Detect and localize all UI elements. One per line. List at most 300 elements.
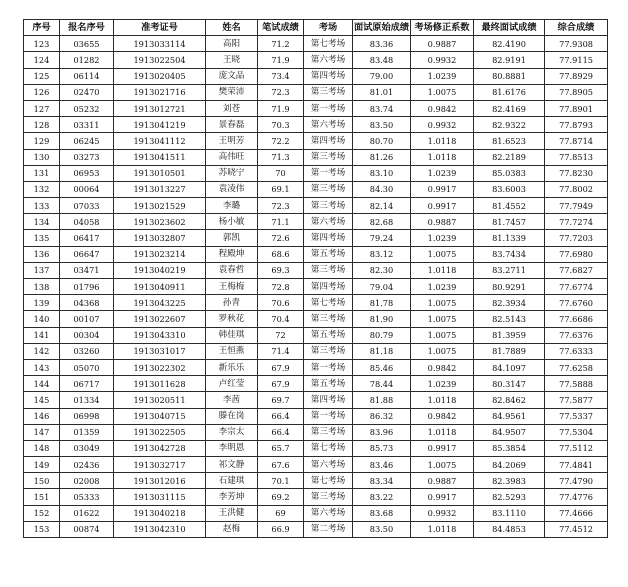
registration-number-cell: 06114 <box>60 68 114 84</box>
admission-ticket-cell: 1913020511 <box>114 392 206 408</box>
table-body <box>24 36 608 538</box>
correction-factor-cell: 0.9887 <box>411 214 474 230</box>
composite-score-cell: 77.9115 <box>545 52 608 68</box>
final-interview-score-cell: 80.3147 <box>474 376 545 392</box>
name-cell: 袁凌伟 <box>206 181 258 197</box>
registration-number-cell: 03273 <box>60 149 114 165</box>
final-interview-score-cell: 80.8881 <box>474 68 545 84</box>
composite-score-cell: 77.6686 <box>545 311 608 327</box>
exam-room-cell: 第七考场 <box>304 36 353 52</box>
name-cell: 王晓 <box>206 52 258 68</box>
final-interview-score-cell: 81.7889 <box>474 343 545 359</box>
interview-raw-score-cell: 82.30 <box>353 262 411 278</box>
name-cell: 高伟旺 <box>206 149 258 165</box>
correction-factor-cell: 1.0239 <box>411 165 474 181</box>
admission-ticket-cell: 1913041112 <box>114 133 206 149</box>
table-row <box>24 246 608 262</box>
written-score-cell: 71.4 <box>258 343 304 359</box>
header-cell: 综合成绩 <box>545 20 608 36</box>
name-cell: 苏晓宁 <box>206 165 258 181</box>
registration-number-cell: 06245 <box>60 133 114 149</box>
composite-score-cell: 77.5877 <box>545 392 608 408</box>
name-cell: 孙青 <box>206 295 258 311</box>
final-interview-score-cell: 82.9191 <box>474 52 545 68</box>
registration-number-cell: 00304 <box>60 327 114 343</box>
table-row <box>24 133 608 149</box>
final-interview-score-cell: 84.9507 <box>474 424 545 440</box>
serial-cell: 131 <box>24 165 60 181</box>
registration-number-cell: 04368 <box>60 295 114 311</box>
registration-number-cell: 00064 <box>60 181 114 197</box>
interview-raw-score-cell: 83.46 <box>353 457 411 473</box>
composite-score-cell: 77.6376 <box>545 327 608 343</box>
admission-ticket-cell: 1913031017 <box>114 343 206 359</box>
table-row <box>24 181 608 197</box>
correction-factor-cell: 0.9932 <box>411 52 474 68</box>
written-score-cell: 69.7 <box>258 392 304 408</box>
table-row <box>24 68 608 84</box>
exam-room-cell: 第五考场 <box>304 376 353 392</box>
final-interview-score-cell: 82.8462 <box>474 392 545 408</box>
table-row <box>24 100 608 116</box>
interview-raw-score-cell: 83.22 <box>353 489 411 505</box>
header-cell: 笔试成绩 <box>258 20 304 36</box>
interview-raw-score-cell: 81.01 <box>353 84 411 100</box>
admission-ticket-cell: 1913032717 <box>114 457 206 473</box>
interview-raw-score-cell: 79.00 <box>353 68 411 84</box>
final-interview-score-cell: 81.7457 <box>474 214 545 230</box>
name-cell: 李芳坤 <box>206 489 258 505</box>
registration-number-cell: 05333 <box>60 489 114 505</box>
name-cell: 卢红莹 <box>206 376 258 392</box>
interview-raw-score-cell: 83.36 <box>353 36 411 52</box>
table-row <box>24 392 608 408</box>
registration-number-cell: 07033 <box>60 198 114 214</box>
written-score-cell: 70 <box>258 165 304 181</box>
correction-factor-cell: 0.9932 <box>411 117 474 133</box>
exam-room-cell: 第四考场 <box>304 68 353 84</box>
table-row <box>24 521 608 537</box>
correction-factor-cell: 1.0118 <box>411 392 474 408</box>
registration-number-cell: 03655 <box>60 36 114 52</box>
exam-room-cell: 第六考场 <box>304 52 353 68</box>
admission-ticket-cell: 1913022504 <box>114 52 206 68</box>
correction-factor-cell: 1.0075 <box>411 457 474 473</box>
written-score-cell: 71.1 <box>258 214 304 230</box>
written-score-cell: 72.3 <box>258 198 304 214</box>
registration-number-cell: 01334 <box>60 392 114 408</box>
registration-number-cell: 00107 <box>60 311 114 327</box>
composite-score-cell: 77.5888 <box>545 376 608 392</box>
table-row <box>24 295 608 311</box>
composite-score-cell: 77.4790 <box>545 473 608 489</box>
exam-room-cell: 第七考场 <box>304 440 353 456</box>
table-row <box>24 327 608 343</box>
exam-room-cell: 第四考场 <box>304 133 353 149</box>
final-interview-score-cell: 82.4169 <box>474 100 545 116</box>
exam-room-cell: 第六考场 <box>304 214 353 230</box>
written-score-cell: 72.3 <box>258 84 304 100</box>
serial-cell: 137 <box>24 262 60 278</box>
composite-score-cell: 77.5304 <box>545 424 608 440</box>
correction-factor-cell: 1.0118 <box>411 133 474 149</box>
interview-raw-score-cell: 83.12 <box>353 246 411 262</box>
name-cell: 韩佳琪 <box>206 327 258 343</box>
exam-room-cell: 第七考场 <box>304 473 353 489</box>
written-score-cell: 70.1 <box>258 473 304 489</box>
correction-factor-cell: 0.9917 <box>411 181 474 197</box>
admission-ticket-cell: 1913040219 <box>114 262 206 278</box>
exam-room-cell: 第三考场 <box>304 181 353 197</box>
final-interview-score-cell: 83.7434 <box>474 246 545 262</box>
name-cell: 杨小敏 <box>206 214 258 230</box>
written-score-cell: 67.6 <box>258 457 304 473</box>
admission-ticket-cell: 1913040218 <box>114 505 206 521</box>
interview-raw-score-cell: 78.44 <box>353 376 411 392</box>
admission-ticket-cell: 1913010501 <box>114 165 206 181</box>
correction-factor-cell: 0.9887 <box>411 36 474 52</box>
composite-score-cell: 77.6760 <box>545 295 608 311</box>
composite-score-cell: 77.6774 <box>545 279 608 295</box>
written-score-cell: 65.7 <box>258 440 304 456</box>
serial-cell: 128 <box>24 117 60 133</box>
correction-factor-cell: 1.0118 <box>411 149 474 165</box>
interview-raw-score-cell: 79.04 <box>353 279 411 295</box>
interview-raw-score-cell: 82.68 <box>353 214 411 230</box>
composite-score-cell: 77.4776 <box>545 489 608 505</box>
composite-score-cell: 77.5337 <box>545 408 608 424</box>
final-interview-score-cell: 84.9561 <box>474 408 545 424</box>
written-score-cell: 67.9 <box>258 359 304 375</box>
interview-raw-score-cell: 85.73 <box>353 440 411 456</box>
composite-score-cell: 77.6333 <box>545 343 608 359</box>
correction-factor-cell: 1.0075 <box>411 327 474 343</box>
written-score-cell: 69 <box>258 505 304 521</box>
final-interview-score-cell: 82.5293 <box>474 489 545 505</box>
interview-raw-score-cell: 83.48 <box>353 52 411 68</box>
registration-number-cell: 06998 <box>60 408 114 424</box>
written-score-cell: 71.3 <box>258 149 304 165</box>
name-cell: 罗秋花 <box>206 311 258 327</box>
final-interview-score-cell: 84.2069 <box>474 457 545 473</box>
registration-number-cell: 03471 <box>60 262 114 278</box>
composite-score-cell: 77.8714 <box>545 133 608 149</box>
registration-number-cell: 05232 <box>60 100 114 116</box>
final-interview-score-cell: 81.1339 <box>474 230 545 246</box>
written-score-cell: 72.6 <box>258 230 304 246</box>
final-interview-score-cell: 83.1110 <box>474 505 545 521</box>
written-score-cell: 70.3 <box>258 117 304 133</box>
interview-raw-score-cell: 84.30 <box>353 181 411 197</box>
admission-ticket-cell: 1913023214 <box>114 246 206 262</box>
serial-cell: 153 <box>24 521 60 537</box>
exam-room-cell: 第一考场 <box>304 165 353 181</box>
exam-room-cell: 第三考场 <box>304 149 353 165</box>
exam-room-cell: 第三考场 <box>304 198 353 214</box>
serial-cell: 146 <box>24 408 60 424</box>
admission-ticket-cell: 1913022607 <box>114 311 206 327</box>
written-score-cell: 67.9 <box>258 376 304 392</box>
composite-score-cell: 77.8513 <box>545 149 608 165</box>
final-interview-score-cell: 82.3934 <box>474 295 545 311</box>
written-score-cell: 72.8 <box>258 279 304 295</box>
serial-cell: 152 <box>24 505 60 521</box>
admission-ticket-cell: 1913011628 <box>114 376 206 392</box>
exam-room-cell: 第三考场 <box>304 311 353 327</box>
exam-room-cell: 第三考场 <box>304 262 353 278</box>
table-row <box>24 359 608 375</box>
written-score-cell: 70.4 <box>258 311 304 327</box>
name-cell: 李璐 <box>206 198 258 214</box>
exam-room-cell: 第一考场 <box>304 359 353 375</box>
interview-raw-score-cell: 81.78 <box>353 295 411 311</box>
header-cell: 姓名 <box>206 20 258 36</box>
exam-room-cell: 第二考场 <box>304 521 353 537</box>
header-cell: 序号 <box>24 20 60 36</box>
admission-ticket-cell: 1913012721 <box>114 100 206 116</box>
admission-ticket-cell: 1913022505 <box>114 424 206 440</box>
final-interview-score-cell: 81.4552 <box>474 198 545 214</box>
written-score-cell: 71.2 <box>258 36 304 52</box>
interview-raw-score-cell: 81.18 <box>353 343 411 359</box>
registration-number-cell: 00874 <box>60 521 114 537</box>
serial-cell: 123 <box>24 36 60 52</box>
registration-number-cell: 01796 <box>60 279 114 295</box>
serial-cell: 151 <box>24 489 60 505</box>
table-row <box>24 165 608 181</box>
interview-raw-score-cell: 82.14 <box>353 198 411 214</box>
correction-factor-cell: 1.0075 <box>411 84 474 100</box>
name-cell: 樊荣沛 <box>206 84 258 100</box>
admission-ticket-cell: 1913023602 <box>114 214 206 230</box>
header-cell: 面试原始成绩 <box>353 20 411 36</box>
composite-score-cell: 77.7203 <box>545 230 608 246</box>
composite-score-cell: 77.7274 <box>545 214 608 230</box>
name-cell: 李明恩 <box>206 440 258 456</box>
correction-factor-cell: 1.0075 <box>411 311 474 327</box>
correction-factor-cell: 1.0075 <box>411 343 474 359</box>
correction-factor-cell: 1.0118 <box>411 521 474 537</box>
serial-cell: 136 <box>24 246 60 262</box>
admission-ticket-cell: 1913032807 <box>114 230 206 246</box>
admission-ticket-cell: 1913033114 <box>114 36 206 52</box>
correction-factor-cell: 0.9842 <box>411 100 474 116</box>
name-cell: 刘苍 <box>206 100 258 116</box>
composite-score-cell: 77.4666 <box>545 505 608 521</box>
admission-ticket-cell: 1913013227 <box>114 181 206 197</box>
exam-room-cell: 第四考场 <box>304 230 353 246</box>
interview-raw-score-cell: 83.68 <box>353 505 411 521</box>
written-score-cell: 73.4 <box>258 68 304 84</box>
correction-factor-cell: 0.9917 <box>411 440 474 456</box>
name-cell: 王明芳 <box>206 133 258 149</box>
correction-factor-cell: 1.0239 <box>411 279 474 295</box>
name-cell: 王梅梅 <box>206 279 258 295</box>
composite-score-cell: 77.5112 <box>545 440 608 456</box>
table-row <box>24 149 608 165</box>
name-cell: 石建琪 <box>206 473 258 489</box>
composite-score-cell: 77.8002 <box>545 181 608 197</box>
final-interview-score-cell: 81.3959 <box>474 327 545 343</box>
written-score-cell: 66.9 <box>258 521 304 537</box>
name-cell: 祁文静 <box>206 457 258 473</box>
name-cell: 赵梅 <box>206 521 258 537</box>
registration-number-cell: 06647 <box>60 246 114 262</box>
admission-ticket-cell: 1913022302 <box>114 359 206 375</box>
serial-cell: 148 <box>24 440 60 456</box>
composite-score-cell: 77.6827 <box>545 262 608 278</box>
table-row <box>24 230 608 246</box>
serial-cell: 144 <box>24 376 60 392</box>
serial-cell: 130 <box>24 149 60 165</box>
exam-room-cell: 第五考场 <box>304 327 353 343</box>
admission-ticket-cell: 1913043310 <box>114 327 206 343</box>
composite-score-cell: 77.6980 <box>545 246 608 262</box>
correction-factor-cell: 1.0239 <box>411 68 474 84</box>
interview-raw-score-cell: 80.79 <box>353 327 411 343</box>
serial-cell: 133 <box>24 198 60 214</box>
admission-ticket-cell: 1913042310 <box>114 521 206 537</box>
admission-ticket-cell: 1913043225 <box>114 295 206 311</box>
table-row <box>24 489 608 505</box>
admission-ticket-cell: 1913012016 <box>114 473 206 489</box>
table-row <box>24 424 608 440</box>
registration-number-cell: 02470 <box>60 84 114 100</box>
name-cell: 庞文品 <box>206 68 258 84</box>
final-interview-score-cell: 83.6003 <box>474 181 545 197</box>
composite-score-cell: 77.8901 <box>545 100 608 116</box>
table-row <box>24 473 608 489</box>
exam-room-cell: 第六考场 <box>304 457 353 473</box>
exam-room-cell: 第一考场 <box>304 100 353 116</box>
table-row <box>24 457 608 473</box>
table-header-row <box>24 20 608 36</box>
admission-ticket-cell: 1913040911 <box>114 279 206 295</box>
registration-number-cell: 02008 <box>60 473 114 489</box>
correction-factor-cell: 1.0239 <box>411 230 474 246</box>
correction-factor-cell: 1.0239 <box>411 376 474 392</box>
serial-cell: 139 <box>24 295 60 311</box>
table-row <box>24 117 608 133</box>
correction-factor-cell: 0.9917 <box>411 489 474 505</box>
admission-ticket-cell: 1913040715 <box>114 408 206 424</box>
score-sheet <box>23 19 608 538</box>
composite-score-cell: 77.8905 <box>545 84 608 100</box>
serial-cell: 134 <box>24 214 60 230</box>
registration-number-cell: 02436 <box>60 457 114 473</box>
registration-number-cell: 05070 <box>60 359 114 375</box>
serial-cell: 140 <box>24 311 60 327</box>
serial-cell: 150 <box>24 473 60 489</box>
serial-cell: 124 <box>24 52 60 68</box>
table-row <box>24 214 608 230</box>
exam-room-cell: 第五考场 <box>304 246 353 262</box>
registration-number-cell: 04058 <box>60 214 114 230</box>
interview-raw-score-cell: 80.70 <box>353 133 411 149</box>
header-cell: 报名序号 <box>60 20 114 36</box>
interview-raw-score-cell: 81.26 <box>353 149 411 165</box>
composite-score-cell: 77.4841 <box>545 457 608 473</box>
admission-ticket-cell: 1913021529 <box>114 198 206 214</box>
exam-room-cell: 第三考场 <box>304 489 353 505</box>
exam-room-cell: 第四考场 <box>304 392 353 408</box>
table-row <box>24 311 608 327</box>
written-score-cell: 69.3 <box>258 262 304 278</box>
final-interview-score-cell: 81.6523 <box>474 133 545 149</box>
interview-raw-score-cell: 81.90 <box>353 311 411 327</box>
serial-cell: 138 <box>24 279 60 295</box>
composite-score-cell: 77.6258 <box>545 359 608 375</box>
interview-raw-score-cell: 83.34 <box>353 473 411 489</box>
name-cell: 李茜 <box>206 392 258 408</box>
exam-room-cell: 第七考场 <box>304 295 353 311</box>
composite-score-cell: 77.8929 <box>545 68 608 84</box>
registration-number-cell: 06717 <box>60 376 114 392</box>
table-row <box>24 84 608 100</box>
serial-cell: 126 <box>24 84 60 100</box>
correction-factor-cell: 1.0075 <box>411 295 474 311</box>
written-score-cell: 71.9 <box>258 100 304 116</box>
written-score-cell: 69.1 <box>258 181 304 197</box>
registration-number-cell: 06953 <box>60 165 114 181</box>
registration-number-cell: 03049 <box>60 440 114 456</box>
final-interview-score-cell: 84.4853 <box>474 521 545 537</box>
correction-factor-cell: 0.9932 <box>411 505 474 521</box>
final-interview-score-cell: 83.2711 <box>474 262 545 278</box>
table-row <box>24 440 608 456</box>
table-row <box>24 408 608 424</box>
final-interview-score-cell: 82.4190 <box>474 36 545 52</box>
final-interview-score-cell: 82.9322 <box>474 117 545 133</box>
composite-score-cell: 77.8230 <box>545 165 608 181</box>
interview-raw-score-cell: 86.32 <box>353 408 411 424</box>
correction-factor-cell: 0.9887 <box>411 473 474 489</box>
written-score-cell: 72.2 <box>258 133 304 149</box>
serial-cell: 147 <box>24 424 60 440</box>
registration-number-cell: 01622 <box>60 505 114 521</box>
table-row <box>24 376 608 392</box>
serial-cell: 149 <box>24 457 60 473</box>
serial-cell: 135 <box>24 230 60 246</box>
table-row <box>24 262 608 278</box>
header-cell: 考场 <box>304 20 353 36</box>
exam-room-cell: 第四考场 <box>304 279 353 295</box>
name-cell: 新乐乐 <box>206 359 258 375</box>
name-cell: 袁春哲 <box>206 262 258 278</box>
name-cell: 滕在岗 <box>206 408 258 424</box>
exam-room-cell: 第六考场 <box>304 117 353 133</box>
serial-cell: 127 <box>24 100 60 116</box>
final-interview-score-cell: 82.3983 <box>474 473 545 489</box>
registration-number-cell: 01282 <box>60 52 114 68</box>
serial-cell: 145 <box>24 392 60 408</box>
composite-score-cell: 77.4512 <box>545 521 608 537</box>
correction-factor-cell: 1.0118 <box>411 262 474 278</box>
interview-raw-score-cell: 83.74 <box>353 100 411 116</box>
admission-ticket-cell: 1913042728 <box>114 440 206 456</box>
registration-number-cell: 03260 <box>60 343 114 359</box>
written-score-cell: 70.6 <box>258 295 304 311</box>
name-cell: 王恒燕 <box>206 343 258 359</box>
registration-number-cell: 03311 <box>60 117 114 133</box>
correction-factor-cell: 1.0118 <box>411 424 474 440</box>
header-cell: 最终面试成绩 <box>474 20 545 36</box>
serial-cell: 129 <box>24 133 60 149</box>
final-interview-score-cell: 82.5143 <box>474 311 545 327</box>
interview-raw-score-cell: 79.24 <box>353 230 411 246</box>
final-interview-score-cell: 82.2189 <box>474 149 545 165</box>
table-row <box>24 343 608 359</box>
